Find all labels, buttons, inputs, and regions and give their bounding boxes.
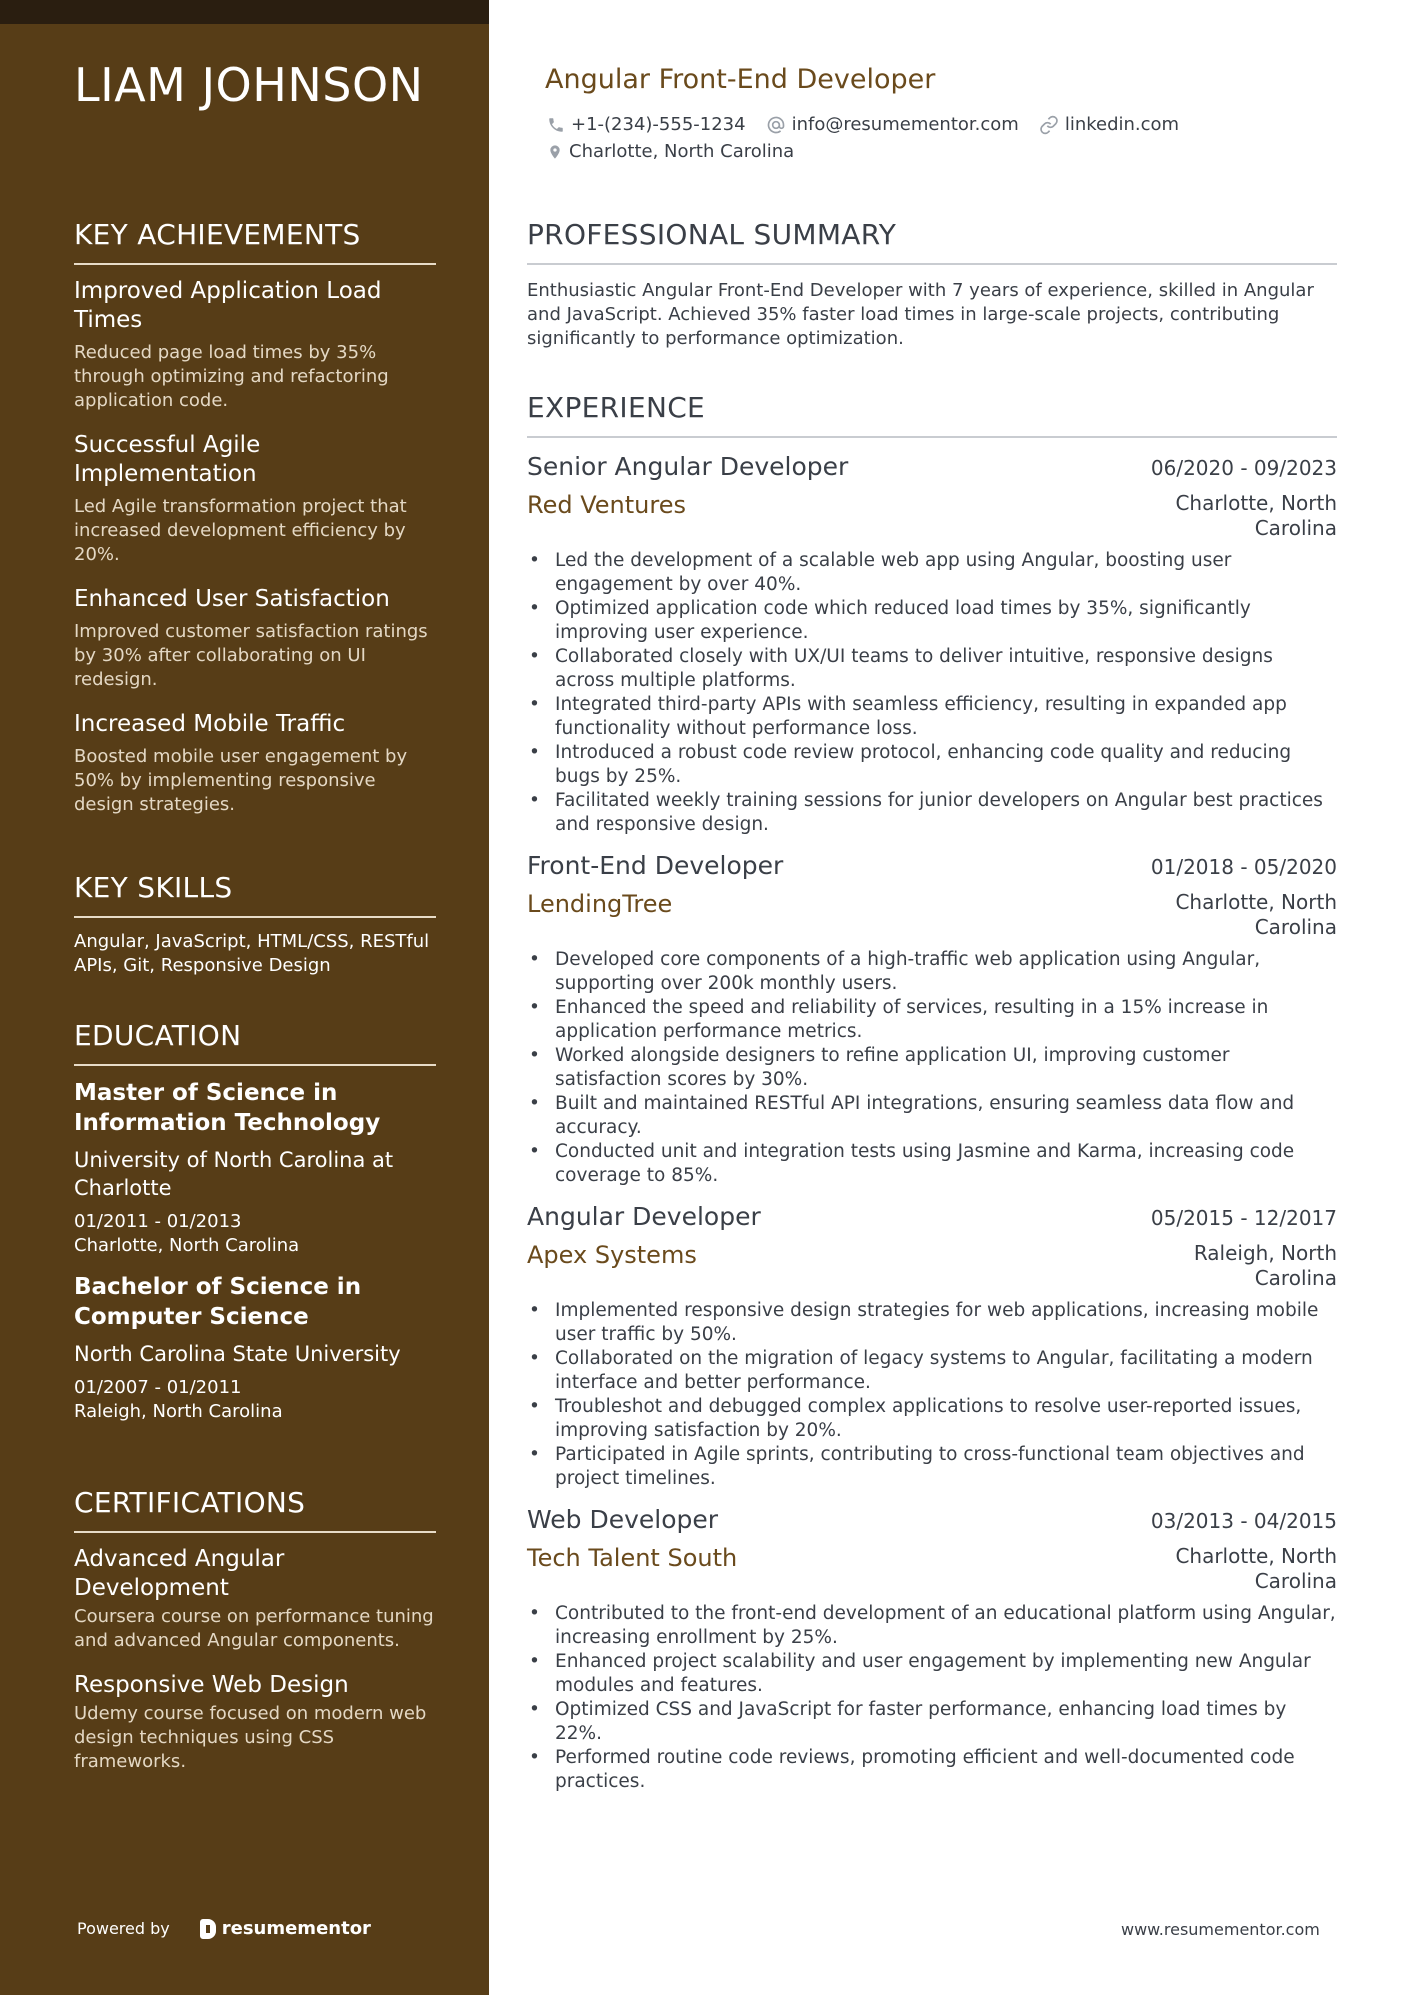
experience-bullet: • Participated in Agile sprints, contributing to cross-functional team objectives and project timelines. xyxy=(527,1443,1337,1491)
experience-bullets xyxy=(527,1299,1337,1491)
resumementor-logo[interactable] xyxy=(200,1918,371,1939)
location-text: Charlotte, North Carolina xyxy=(569,141,795,162)
experience-bullet: • Contributed to the front-end development of an educational platform using Angular, increasing enrollment by 25%. xyxy=(527,1602,1337,1650)
summary-heading: PROFESSIONAL SUMMARY xyxy=(527,218,1337,265)
skills-section xyxy=(74,871,436,978)
experience-bullet: • Optimized CSS and JavaScript for faster performance, enhancing load times by 22%. xyxy=(527,1698,1337,1746)
contact-email[interactable] xyxy=(766,114,1019,135)
experience-bullet: • Built and maintained RESTful API integrations, ensuring seamless data flow and accuracy. xyxy=(527,1092,1337,1140)
achievement-desc: Improved customer satisfaction ratings by 30% after collaborating on UI redesign. xyxy=(74,621,428,690)
sidebar xyxy=(0,0,489,1995)
achievement-title: Increased Mobile Traffic xyxy=(74,711,346,737)
achievements-heading: KEY ACHIEVEMENTS xyxy=(74,218,436,265)
education-meta xyxy=(74,1376,436,1424)
experience-role: Front-End Developer xyxy=(527,851,784,880)
at-icon xyxy=(766,115,786,135)
experience-location: Charlotte, North Carolina xyxy=(1175,1544,1337,1593)
sidebar-top-bar xyxy=(0,0,489,24)
education-location: Charlotte, North Carolina xyxy=(74,1235,300,1256)
resumementor-brand: resumementor xyxy=(221,1918,371,1939)
experience-section xyxy=(527,391,1337,1808)
experience-bullet: • Implemented responsive design strategies for web applications, increasing mobile user traffic by 50%. xyxy=(527,1299,1337,1347)
education-meta xyxy=(74,1210,436,1258)
contact-linkedin[interactable] xyxy=(1039,114,1179,135)
education-location: Raleigh, North Carolina xyxy=(74,1401,283,1422)
experience-location: Charlotte, North Carolina xyxy=(1175,491,1337,540)
experience-dates: 03/2013 - 04/2015 xyxy=(1150,1509,1337,1533)
linkedin-text: linkedin.com xyxy=(1064,114,1180,135)
certifications-heading: CERTIFICATIONS xyxy=(74,1486,436,1533)
achievement-title: Enhanced User Satisfaction xyxy=(74,586,390,612)
experience-bullet: • Performed routine code reviews, promoting efficient and well-documented code practices. xyxy=(527,1746,1337,1794)
experience-dates: 06/2020 - 09/2023 xyxy=(1150,456,1337,480)
resumementor-logo-icon xyxy=(200,1919,216,1939)
education-degree: Master of Science in Information Technology xyxy=(74,1080,381,1136)
contact-row-location xyxy=(547,141,814,162)
experience-role: Web Developer xyxy=(527,1505,719,1534)
experience-dates: 05/2015 - 12/2017 xyxy=(1150,1206,1337,1230)
experience-bullet: • Integrated third-party APIs with seamless efficiency, resulting in expanded app functionality without performance loss. xyxy=(527,693,1337,741)
experience-bullet: • Enhanced the speed and reliability of services, resulting in a 15% increase in application performance metrics. xyxy=(527,996,1337,1044)
experience-bullet: • Introduced a robust code review protocol, enhancing code quality and reducing bugs by 25%. xyxy=(527,741,1337,789)
experience-bullet: • Enhanced project scalability and user engagement by implementing new Angular modules and features. xyxy=(527,1650,1337,1698)
achievement-desc: Led Agile transformation project that increased development efficiency by 20%. xyxy=(74,496,407,565)
education-degree: Bachelor of Science in Computer Science xyxy=(74,1274,362,1330)
skills-heading: KEY SKILLS xyxy=(74,871,436,918)
education-dates: 01/2007 - 01/2011 xyxy=(74,1377,242,1398)
experience-bullet: • Collaborated on the migration of legacy systems to Angular, facilitating a modern interface and better performance. xyxy=(527,1347,1337,1395)
experience-dates: 01/2018 - 05/2020 xyxy=(1150,855,1337,879)
certification-desc: Coursera course on performance tuning and advanced Angular components. xyxy=(74,1606,434,1651)
experience-role: Angular Developer xyxy=(527,1202,761,1231)
experience-entry xyxy=(527,452,1337,837)
experience-entry xyxy=(527,1202,1337,1491)
contact-location xyxy=(547,141,794,162)
experience-bullet: • Conducted unit and integration tests using Jasmine and Karma, increasing code coverage to 85%. xyxy=(527,1140,1337,1188)
summary-section xyxy=(527,218,1337,351)
experience-company: Red Ventures xyxy=(527,491,686,519)
email-text: info@resumementor.com xyxy=(791,114,1019,135)
experience-company: Tech Talent South xyxy=(527,1544,738,1572)
education-school: University of North Carolina at Charlotte xyxy=(74,1148,394,1200)
education-heading: EDUCATION xyxy=(74,1019,436,1066)
contact-phone[interactable] xyxy=(547,114,746,135)
experience-bullet: • Developed core components of a high-traffic web application using Angular, supporting over 200k monthly users. xyxy=(527,948,1337,996)
experience-bullets xyxy=(527,948,1337,1188)
experience-role: Senior Angular Developer xyxy=(527,452,849,481)
footer-url[interactable]: www.resumementor.com xyxy=(1121,1920,1320,1939)
link-icon xyxy=(1039,115,1059,135)
achievements-section xyxy=(74,218,436,835)
achievement-desc: Reduced page load times by 35% through optimizing and refactoring application code. xyxy=(74,342,389,411)
experience-bullet: • Led the development of a scalable web app using Angular, boosting user engagement by over 40%. xyxy=(527,549,1337,597)
experience-company: Apex Systems xyxy=(527,1241,697,1269)
experience-bullet: • Facilitated weekly training sessions for junior developers on Angular best practices and responsive design. xyxy=(527,789,1337,837)
experience-bullet: • Optimized application code which reduced load times by 35%, significantly improving user experience. xyxy=(527,597,1337,645)
experience-bullets xyxy=(527,1602,1337,1794)
contact-row xyxy=(547,114,1199,135)
experience-entry xyxy=(527,851,1337,1188)
certification-title: Advanced Angular Development xyxy=(74,1546,285,1601)
powered-by xyxy=(77,1918,371,1939)
achievement-title: Improved Application Load Times xyxy=(74,278,382,333)
certifications-section xyxy=(74,1486,436,1792)
powered-by-label: Powered by xyxy=(77,1919,170,1938)
certification-desc: Udemy course focused on modern web design techniques using CSS frameworks. xyxy=(74,1703,427,1772)
job-title: Angular Front-End Developer xyxy=(545,64,936,95)
experience-bullets xyxy=(527,549,1337,837)
experience-company: LendingTree xyxy=(527,890,673,918)
experience-bullet: • Troubleshot and debugged complex applications to resolve user-reported issues, improving satisfaction by 20%. xyxy=(527,1395,1337,1443)
experience-location: Raleigh, North Carolina xyxy=(1193,1241,1337,1290)
achievement-desc: Boosted mobile user engagement by 50% by implementing responsive design strategies. xyxy=(74,746,408,815)
certification-title: Responsive Web Design xyxy=(74,1672,349,1698)
experience-bullet: • Worked alongside designers to refine application UI, improving customer satisfaction scores by 30%. xyxy=(527,1044,1337,1092)
skills-list: Angular, JavaScript, HTML/CSS, RESTful APIs, Git, Responsive Design xyxy=(74,931,430,976)
education-school: North Carolina State University xyxy=(74,1342,401,1366)
experience-entry xyxy=(527,1505,1337,1794)
experience-bullet: • Collaborated closely with UX/UI teams to deliver intuitive, responsive designs across multiple platforms. xyxy=(527,645,1337,693)
achievement-title: Successful Agile Implementation xyxy=(74,432,261,487)
candidate-name: LIAM JOHNSON xyxy=(74,58,424,112)
summary-text: Enthusiastic Angular Front-End Developer with 7 years of experience, skilled in Angular and JavaScript. Achieved 35% faster load times in large-scale projects, contributing significantly to performance optimization. xyxy=(527,280,1314,349)
location-pin-icon xyxy=(547,142,563,162)
phone-text: +1-(234)-555-1234 xyxy=(571,114,746,135)
experience-location: Charlotte, North Carolina xyxy=(1175,890,1337,939)
education-dates: 01/2011 - 01/2013 xyxy=(74,1211,242,1232)
experience-heading: EXPERIENCE xyxy=(527,391,1337,438)
phone-icon xyxy=(547,116,565,134)
education-section xyxy=(74,1019,436,1438)
